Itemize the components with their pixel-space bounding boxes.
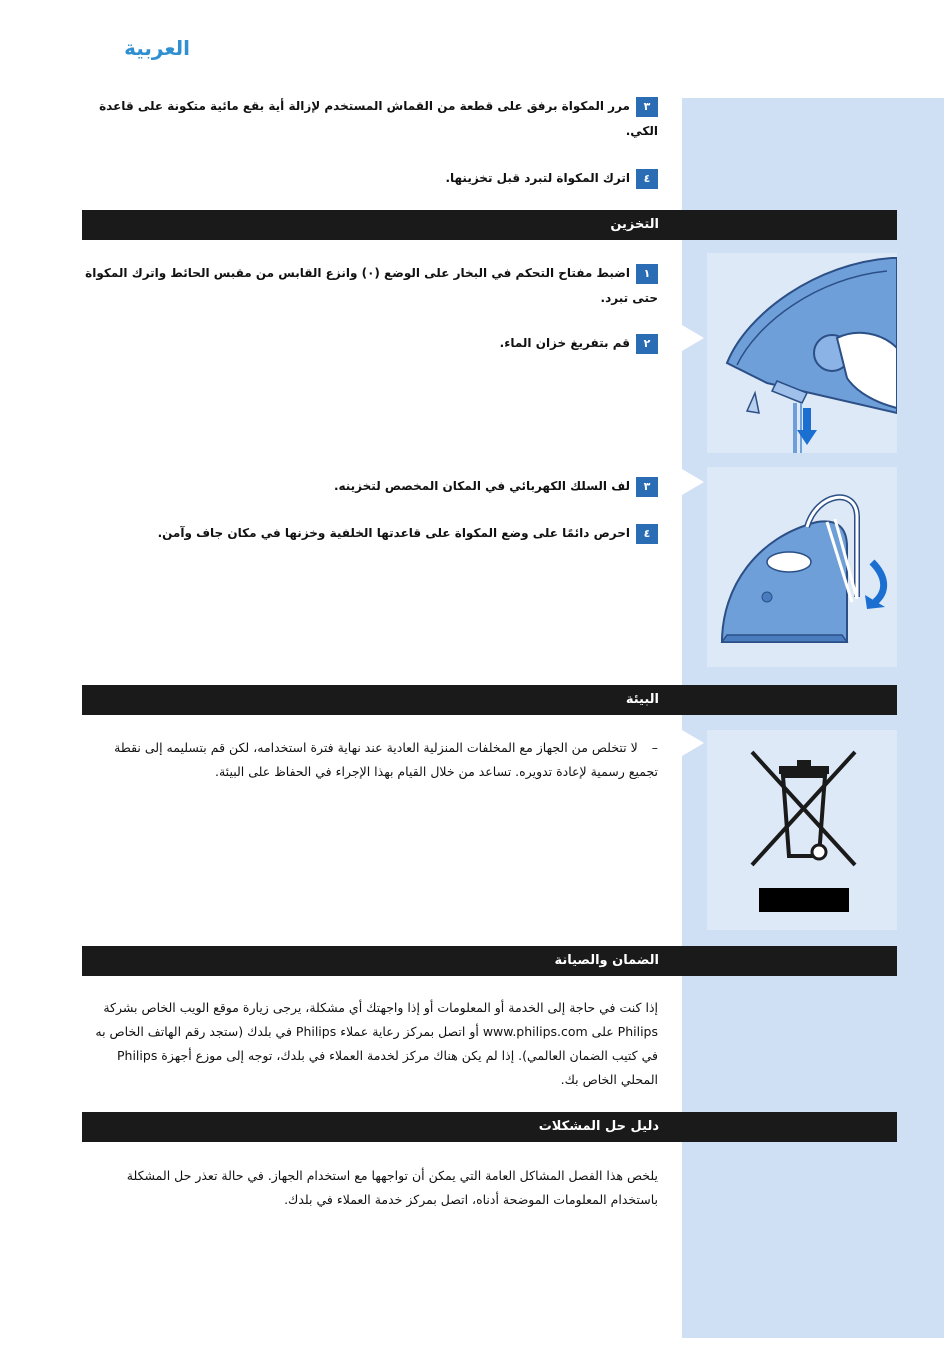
environment-body: لا تتخلص من الجهاز مع المخلفات المنزلية العادية عند نهاية فترة استخدامه، لكن قم بتسليمه إلى نقطة تجميع رسمية لإعادة تدويره. تساعد من خلال القيام بهذا الإجراء في الحفاظ على البيئة. — [114, 740, 658, 779]
cleaning-step-3 — [95, 94, 658, 144]
step-text: مرر المكواة برفق على قطعة من القماش المستخدم لإزالة أية بقع مائية متكونة على قاعدة الكي. — [99, 99, 658, 138]
section-header-troubleshooting: دليل حل المشكلات — [82, 1112, 897, 1142]
troubleshooting-text: يلخص هذا الفصل المشاكل العامة التي يمكن أن تواجهها مع استخدام الجهاز. في حالة تعذر حل المشكلة باستخدام المعلومات الموضحة أدناه، اتصل بمركز خدمة العملاء في بلدك. — [126, 1168, 658, 1207]
environment-text — [95, 736, 658, 784]
step-text: اضبط مفتاح التحكم في البخار على الوضع (٠) وانزع القابس من مقبس الحائط واترك المكواة حتى تبرد. — [85, 266, 658, 305]
step-number: ٣ — [636, 477, 658, 497]
warranty-text: إذا كنت في حاجة إلى الخدمة أو المعلومات أو إذا واجهتك أي مشكلة، يرجى زيارة موقع الويب الخاص بشركة Philips على www.philips.com أو اتصل بمركز رعاية عملاء Philips في بلدك (ستجد رقم الهاتف الخاص به في كتيب الضمان العالمي). إذا لم يكن هناك مركز لخدمة العملاء في بلدك، توجه إلى موزع أجهزة Philips المحلي الخاص بك. — [95, 1000, 658, 1087]
step-number: ٤ — [636, 169, 658, 189]
list-dash: – — [651, 740, 658, 755]
step-text: اترك المكواة لتبرد قبل تخزينها. — [445, 171, 630, 185]
step-text: قم بتفريغ خزان الماء. — [499, 336, 630, 350]
storage-step-4 — [82, 521, 658, 546]
section-header-environment: البيئة — [82, 685, 897, 715]
figure-pointer — [682, 325, 704, 351]
step-number: ٢ — [636, 334, 658, 354]
step-number: ٣ — [636, 97, 658, 117]
step-number: ١ — [636, 264, 658, 284]
step-text: احرص دائمًا على وضع المكواة على قاعدتها الخلفية وخزنها في مكان جاف وآمن. — [157, 526, 630, 540]
step-number: ٤ — [636, 524, 658, 544]
figure-pointer — [682, 730, 704, 756]
iron-emptying-illustration — [707, 253, 897, 453]
storage-step-3 — [82, 474, 658, 499]
section-header-warranty: الضمان والصيانة — [82, 946, 897, 976]
figure-pointer — [682, 469, 704, 495]
iron-cord-storage-illustration — [707, 467, 897, 667]
language-title: العربية — [124, 36, 190, 60]
storage-step-2 — [82, 331, 658, 356]
cleaning-step-4 — [95, 166, 658, 191]
storage-step-1 — [82, 261, 658, 311]
section-header-storage: التخزين — [82, 210, 897, 240]
step-text: لف السلك الكهربائي في المكان المخصص لتخزينه. — [333, 479, 630, 493]
crossed-bin-icon — [707, 730, 897, 930]
